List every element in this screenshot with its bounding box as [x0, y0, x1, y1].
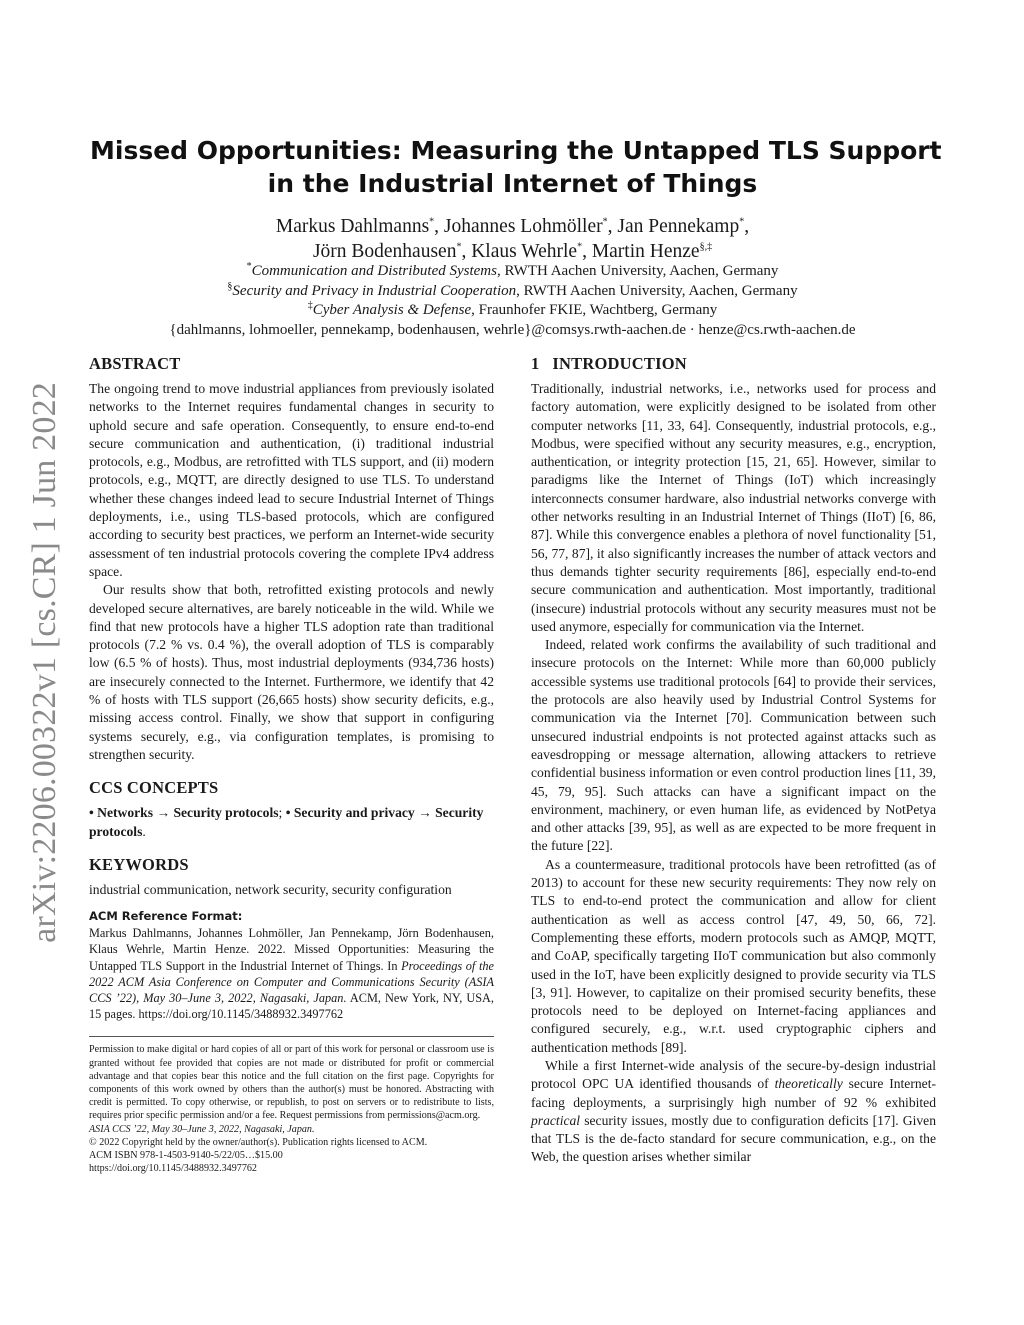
intro-paragraph-1: Traditionally, industrial networks, i.e., networks used for process and factory automation, were explicitly designed to be isolated from other computer networks [11, 33, 64]. Consequently, industrial protocols, e.g., Modbus, were specified without any security measures, e.g., encryption, authentication, or integrity protection [15, 21, 65]. However, similar to paradigms like the Internet of Things (IoT) which increasingly interconnects consumer hardware, also industrial networks converge with other networks resulting in an Industrial Internet of Things (IIoT) [6, 86, 87]. While this convergence enables a plethora of novel functionality [51, 56, 77, 87], it also significantly increases the number of attack vectors and thus demands tighter security requirements [86], especially end-to-end secure communication and authentication. Most importantly, traditional (insecure) industrial protocols without any security measures must not be used anymore, especially for communication via the Internet.: [531, 381, 936, 634]
author-list: [90, 214, 935, 264]
author-name: Johannes Lohmöller: [443, 216, 603, 237]
intro-paragraph-4: While a first Internet-wide analysis of the secure-by-design industrial protocol OPC UA identified thousands of theoretically secure Internet-facing deployments, a surprisingly high number of 92 % exhibited practical security issues, mostly due to configuration deficits [17]. Given that TLS is the de-facto standard for secure communication, e.g., on the Web, the question arises whether similar: [531, 1057, 937, 1165]
author-line-1: Markus Dahlmanns*, Johannes Lohmöller*, Jan Pennekamp*,: [275, 216, 750, 237]
author-name: Martin Henze: [591, 241, 700, 262]
isbn-line: ACM ISBN 978-1-4503-9140-5/22/05…$15.00: [89, 1149, 283, 1161]
footnote-divider: [89, 1036, 494, 1037]
author-name: Jörn Bodenhausen: [312, 241, 457, 262]
intro-paragraph-2: Indeed, related work confirms the availability of such traditional and insecure protocols on the Internet: While more than 60,000 publicly accessible systems use traditional protocols [64] to provide their services, the protocols are also heavily used by Industrial Control Systems for communication via the Internet [70]. Communication between such unsecured industrial endpoints is not protected against attacks such as eavesdropping or message alternation, allowing attackers to retrieve confidential business information or even control production lines [11, 39, 45, 79, 95]. Such attacks can have a significant impact on the environment, machinery, or even human life, as evidenced by NotPetya and other attacks [39, 95], as well as are expected to be more frequent in the future [22].: [531, 637, 936, 854]
title-line-1: Missed Opportunities: Measuring the Untapped TLS Support: [90, 136, 942, 165]
intro-paragraph-3: As a countermeasure, traditional protocols have been retrofitted (as of 2013) to account for these new security requirements: They now rely on TLS to end-to-end protect the communication and allow for client authentication as well as access control [47, 49, 50, 66, 72]. Complementing these efforts, modern protocols such as AMQP, MQTT, and CoAP, specifically targeting IIoT communication but also commonly used in the IoT, have been explicitly designed to provide security via TLS [3, 91]. However, to capitalize on their promised security benefits, these protocols need to be deployed on Internet-facing appliances and configured securely, e.g., w.r.t. used cryptographic ciphers and authentication methods [89].: [531, 856, 936, 1055]
doi-link[interactable]: https://doi.org/10.1145/3488932.3497762: [89, 1163, 257, 1175]
abstract-paragraph-1: The ongoing trend to move industrial appliances from previously isolated networks to the Internet requires fundamental changes in security to uphold secure and safe operation. Consequently, to ensure end-to-end secure communication and authentication, (i) traditional industrial protocols, e.g., Modbus, are retrofitted with TLS support, and (ii) modern protocols, e.g., MQTT, are directly designed to use TLS. To understand whether these changes indeed lead to secure Industrial Internet of Things deployments, i.e., using TLS-based protocols, which are configured according to security best practices, we perform an Internet-wide security assessment of ten industrial protocols covering the complete IPv4 address space.: [89, 381, 494, 579]
author-name: Jan Pennekamp: [617, 216, 740, 237]
arxiv-watermark: [20, 365, 70, 960]
acm-reference-text: Markus Dahlmanns, Johannes Lohmöller, Jan Pennekamp, Jörn Bodenhausen, Klaus Wehrle, Martin Henze. 2022. Missed Opportunities: Measuring the Untapped TLS Support in the Industrial Internet of Things. In Proceedings of the 2022 ACM Asia Conference on Computer and Communications Security (ASIA CCS ’22), May 30–June 3, 2022, Nagasaki, Japan. ACM, New York, NY, USA, 15 pages. https://doi.org/10.1145/3488932.3497762: [89, 926, 494, 1022]
permission-notice: Permission to make digital or hard copies of all or part of this work for personal or classroom use is granted without fee provided that copies are not made or distributed for profit or commercial advantage and that copies bear this notice and the full citation on the first page. Copyrights for components of this work owned by others than the author(s) must be honored. Abstracting with credit is permitted. To copy otherwise, or republish, to post on servers or to redistribute to lists, requires prior specific permission and/or a fee. Request permissions from permissions@acm.org.: [89, 1044, 494, 1122]
author-name: Markus Dahlmanns: [275, 216, 430, 237]
paper-title: [90, 134, 942, 200]
author-line-2: Jörn Bodenhausen*, Klaus Wehrle*, Martin Henze§,‡: [312, 241, 713, 262]
right-column: [531, 354, 936, 1167]
keywords-text: industrial communication, network security, security configuration: [89, 881, 452, 897]
affiliation-line: *Communication and Distributed Systems, RWTH Aachen University, Aachen, Germany: [246, 261, 779, 279]
conference-line: ASIA CCS ’22, May 30–June 3, 2022, Nagasaki, Japan.: [89, 1123, 315, 1135]
acm-reference-heading: ACM Reference Format:: [89, 909, 243, 924]
abstract-paragraph-2: Our results show that both, retrofitted existing protocols and newly developed secure alternatives, are barely noticeable in the wild. While we find that new protocols have a higher TLS adoption rate than traditional protocols (7.2 % vs. 0.4 %), the overall adoption of TLS is comparably low (6.5 % of hosts). Thus, most industrial deployments (934,736 hosts) are insecurely connected to the Internet. Furthermore, we identify that 42 % of hosts with TLS support (26,665 hosts) show security deficits, e.g., missing access control. Finally, we show that support in configuring systems securely, e.g., via configuration templates, is promising to strengthen security.: [89, 582, 494, 762]
ccs-concepts: • Networks → Security protocols; • Security and privacy → Security protocols.: [89, 805, 484, 839]
arxiv-id: arXiv:2206.00322v1 [cs.CR] 1 Jun 2022: [26, 382, 63, 943]
title-line-2: in the Industrial Internet of Things: [267, 169, 758, 198]
email-line: {dahlmanns, lohmoeller, pennekamp, bodenhausen, wehrle}@comsys.rwth-aachen.de · henze@cs.rwth-aachen.de: [169, 321, 856, 338]
ccs-heading: CCS CONCEPTS: [89, 778, 219, 798]
abstract-heading: ABSTRACT: [89, 354, 181, 373]
affiliation-line: ‡Cyber Analysis & Defense, Fraunhofer FKIE, Wachtberg, Germany: [307, 300, 718, 319]
copyright-line: © 2022 Copyright held by the owner/author(s). Publication rights licensed to ACM.: [89, 1136, 428, 1148]
author-name: Klaus Wehrle: [471, 241, 578, 262]
left-column: [89, 354, 494, 1175]
keywords-heading: KEYWORDS: [89, 854, 189, 874]
introduction-heading: 1 INTRODUCTION: [531, 354, 687, 373]
affiliation-line: §Security and Privacy in Industrial Cooperation, RWTH Aachen University, Aachen, Germany: [227, 280, 798, 299]
affiliations: [60, 262, 965, 340]
